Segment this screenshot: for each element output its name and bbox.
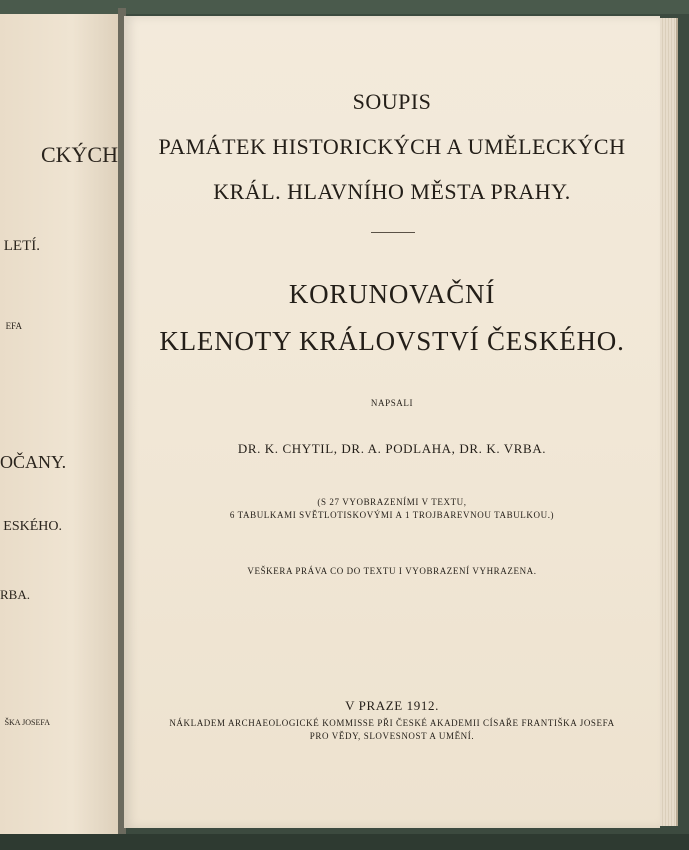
left-fragment-7: ŠKA JOSEFA (4, 718, 50, 727)
authors: DR. K. CHYTIL, DR. A. PODLAHA, DR. K. VRBA. (237, 441, 547, 456)
left-fragment-5: ESKÉHO. (3, 519, 62, 534)
left-fragment-2: LETÍ. (3, 238, 40, 254)
main-title-line-1: KORUNOVAČNÍ (288, 279, 496, 309)
imprint-publisher-2: PRO VĚDY, SLOVESNOST A UMĚNÍ. (309, 731, 475, 741)
page-edges (660, 18, 678, 826)
left-fragment-3: EFA (5, 321, 22, 331)
imprint-place-year: V PRAZE 1912. (345, 698, 439, 713)
main-title-line-2: KLENOTY KRÁLOVSTVÍ ČESKÉHO. (159, 326, 625, 356)
book-cover-top (0, 0, 689, 14)
book-cover-bottom (0, 834, 689, 850)
illustrations-line-1: (S 27 VYOBRAZENÍMI V TEXTU, (317, 497, 467, 507)
rights-notice: VEŠKERA PRÁVA CO DO TEXTU I VYOBRAZENÍ VYHRAZENA. (247, 566, 537, 576)
divider-rule (371, 232, 415, 233)
series-line-3: KRÁL. HLAVNÍHO MĚSTA PRAHY. (213, 179, 571, 204)
imprint-publisher: NÁKLADEM ARCHAEOLOGICKÉ KOMMISSE PŘI ČESKÉ AKADEMII CÍSAŘE FRANTIŠKA JOSEFA (169, 718, 615, 728)
left-fragment-1: CKÝCH (40, 142, 118, 167)
series-line-2: PAMÁTEK HISTORICKÝCH A UMĚLECKÝCH (158, 134, 626, 159)
left-page (0, 14, 120, 834)
title-page (124, 16, 660, 828)
illustrations-line-2: 6 TABULKAMI SVĚTLOTISKOVÝMI A 1 TROJBAREVNOU TABULKOU.) (229, 510, 555, 520)
left-fragment-4: OČANY. (0, 452, 67, 472)
left-fragment-6: RBA. (0, 587, 30, 602)
byline-label: NAPSALI (370, 398, 414, 408)
series-line-1: SOUPIS (352, 89, 432, 114)
